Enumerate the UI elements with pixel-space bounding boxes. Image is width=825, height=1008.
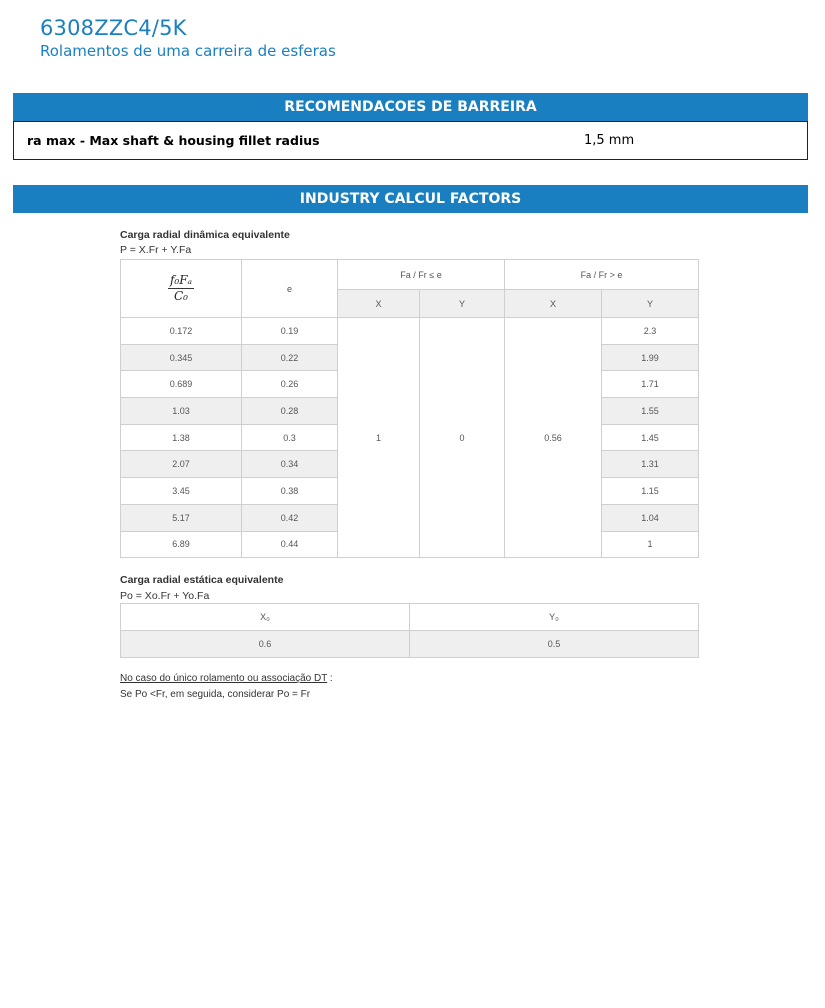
ratio-cell: 0.172 [121, 318, 242, 345]
product-title: 6308ZZC4/5K [40, 16, 187, 40]
note-line-1-suffix: : [327, 673, 333, 684]
y-le-cell: 0 [420, 318, 505, 558]
x-le-header: X [338, 290, 420, 318]
fillet-radius-value: 1,5 mm [584, 133, 635, 148]
group-gt-header: Fa / Fr > e [505, 260, 699, 290]
ratio-cell: 1.38 [121, 424, 242, 451]
fillet-radius-label: ra max - Max shaft & housing fillet radius [27, 133, 320, 148]
e-cell: 0.3 [242, 424, 338, 451]
y-gt-header: Y [602, 290, 699, 318]
note-line-2: Se Po <Fr, em seguida, considerar Po = Fr [120, 689, 311, 700]
y-gt-cell: 1.31 [602, 451, 699, 478]
e-cell: 0.44 [242, 531, 338, 558]
e-cell: 0.22 [242, 344, 338, 371]
barrier-heading: RECOMENDACOES DE BARREIRA [13, 93, 808, 121]
y-gt-cell: 1 [602, 531, 699, 558]
e-cell: 0.34 [242, 451, 338, 478]
y-gt-cell: 1.71 [602, 371, 699, 398]
dynamic-load-title: Carga radial dinâmica equivalente [120, 229, 290, 241]
ratio-fraction [168, 274, 194, 303]
fillet-radius-row [13, 121, 808, 160]
ratio-numerator: f₀Fₐ [168, 274, 194, 289]
note-line-1-text: No caso do único rolamento ou associação DT [120, 673, 328, 684]
x0-value: 0.6 [121, 631, 410, 658]
ratio-cell: 0.689 [121, 371, 242, 398]
ratio-cell: 6.89 [121, 531, 242, 558]
group-le-header: Fa / Fr ≤ e [338, 260, 505, 290]
e-cell: 0.38 [242, 478, 338, 505]
ratio-cell: 3.45 [121, 478, 242, 505]
e-cell: 0.26 [242, 371, 338, 398]
e-header: e [242, 260, 338, 318]
static-load-formula: Po = Xo.Fr + Yo.Fa [120, 590, 210, 602]
e-cell: 0.19 [242, 318, 338, 345]
y-gt-cell: 1.45 [602, 424, 699, 451]
table-row [121, 318, 699, 345]
ratio-cell: 0.345 [121, 344, 242, 371]
y-gt-cell: 1.15 [602, 478, 699, 505]
ratio-cell: 1.03 [121, 398, 242, 425]
y-gt-cell: 1.99 [602, 344, 699, 371]
x-gt-header: X [505, 290, 602, 318]
ratio-cell: 5.17 [121, 504, 242, 531]
y-gt-cell: 1.04 [602, 504, 699, 531]
static-factors-table [120, 603, 699, 658]
ratio-header [121, 260, 242, 318]
y0-value: 0.5 [410, 631, 699, 658]
y-gt-cell: 1.55 [602, 398, 699, 425]
e-cell: 0.42 [242, 504, 338, 531]
x-gt-cell: 0.56 [505, 318, 602, 558]
x0-header: X₀ [121, 604, 410, 631]
y-gt-cell: 2.3 [602, 318, 699, 345]
note-line-1 [120, 673, 333, 684]
product-subtitle: Rolamentos de uma carreira de esferas [40, 42, 336, 60]
industry-heading: INDUSTRY CALCUL FACTORS [13, 185, 808, 213]
y-le-header: Y [420, 290, 505, 318]
static-load-title: Carga radial estática equivalente [120, 574, 284, 586]
e-cell: 0.28 [242, 398, 338, 425]
dynamic-factors-table [120, 259, 699, 558]
ratio-denominator: C₀ [174, 289, 188, 303]
dynamic-load-formula: P = X.Fr + Y.Fa [120, 244, 192, 256]
ratio-cell: 2.07 [121, 451, 242, 478]
y0-header: Y₀ [410, 604, 699, 631]
x-le-cell: 1 [338, 318, 420, 558]
